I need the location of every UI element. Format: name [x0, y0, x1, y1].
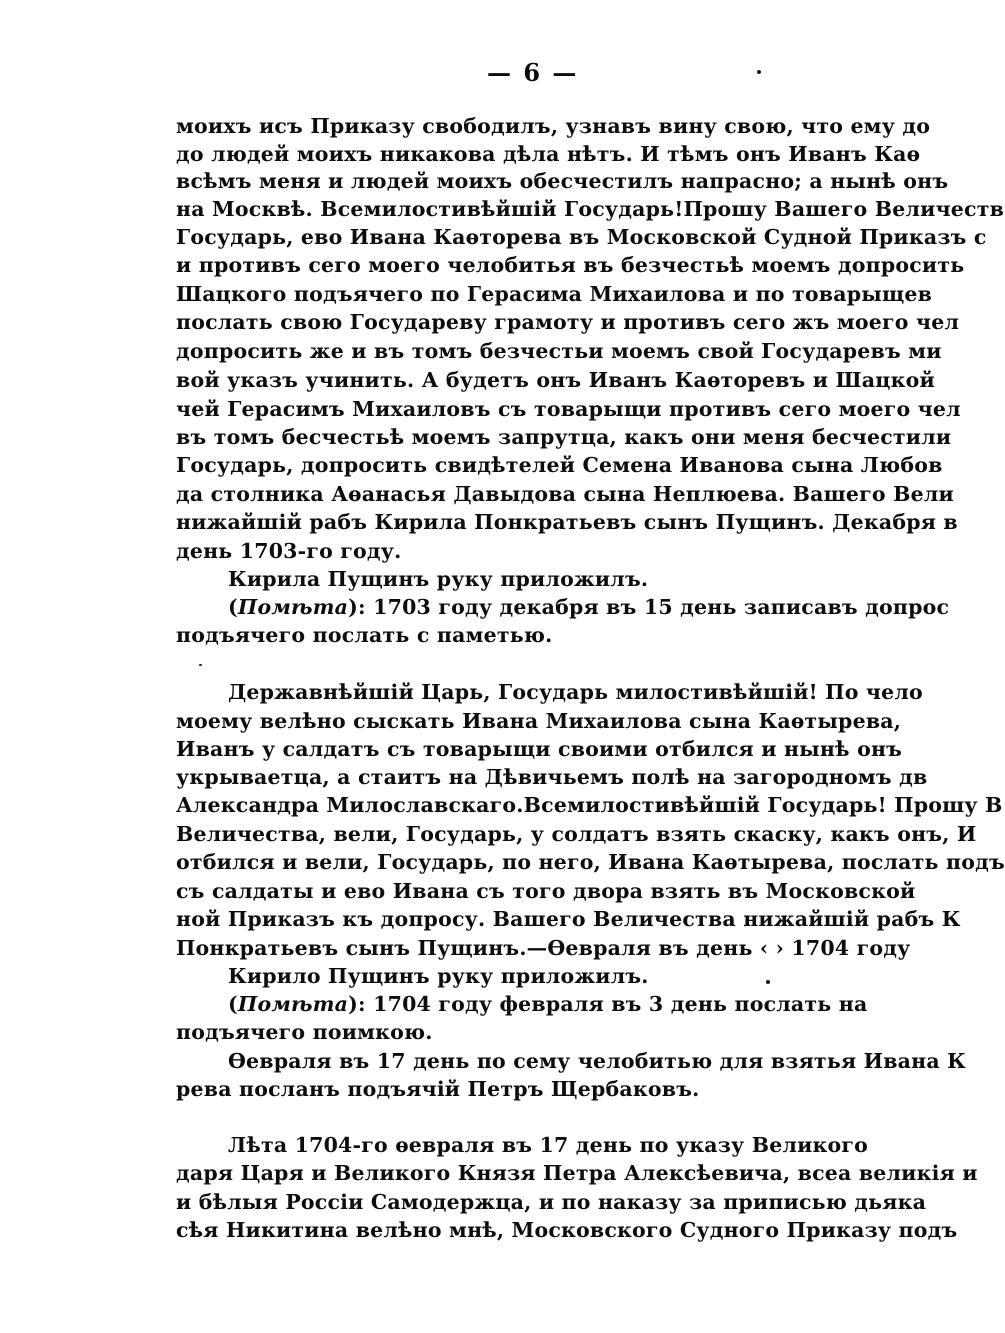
text-line: всѣмъ меня и людей моихъ обесчестилъ напрасно; а нынѣ онъ [176, 169, 949, 193]
note-open: ( [228, 595, 238, 619]
text-line: чей Герасимъ Михаиловъ съ товарыщи противъ сего моего чел [176, 397, 961, 421]
note-open: ( [228, 992, 238, 1016]
text-line: Александра Милославскаго.Всемилостивѣйшій Государь! Прошу В [176, 793, 1003, 817]
text-line: подъячего поимкою. [176, 1020, 433, 1044]
signature-line: Кирила Пущинъ руку приложилъ. [228, 567, 649, 591]
text-line: день 1703-го году. [176, 539, 402, 563]
text-line: Понкратьевъ сынъ Пущинъ.—Ѳевраля въ день ‹ › 1704 году [176, 936, 911, 960]
text-line: нижайшій рабъ Кирила Понкратьевъ сынъ Пущинъ. Декабря в [176, 510, 958, 534]
text-line: укрываетца, а стаитъ на Дѣвичьемъ полѣ на загородномъ дв [176, 765, 928, 789]
text-line: на Москвѣ. Всемилостивѣйшій Государь!Прошу Вашего Величеств [176, 197, 1005, 221]
text-line: и бѣлыя Россіи Самодержца, и по наказу за приписью дьяка [176, 1190, 927, 1214]
text-line: рева посланъ подъячій Петръ Щербаковъ. [176, 1077, 700, 1101]
text-line: допросить же и въ томъ безчестьи моемъ свой Государевъ ми [176, 339, 942, 363]
text-line: до людей моихъ никакова дѣла нѣтъ. И тѣмъ онъ Иванъ Каѳ [176, 142, 921, 166]
signature-line: Кирило Пущинъ руку приложилъ. [228, 964, 649, 988]
note-text: ): 1704 году февраля въ 3 день послать на [348, 992, 868, 1016]
text-line: даря Царя и Великого Князя Петра Алексѣевича, всеа великія и [176, 1161, 978, 1185]
text-line: Лѣта 1704-го ѳевраля въ 17 день по указу Великого [228, 1133, 869, 1157]
text-line: Иванъ у салдатъ съ товарыщи своими отбился и нынѣ онъ [176, 737, 903, 761]
text-line: моихъ исъ Приказу свободилъ, узнавъ вину свою, что ему до [176, 114, 931, 138]
ink-speck [199, 664, 202, 666]
text-line: Державнѣйшій Царь, Государь милостивѣйшій! По чело [228, 680, 923, 704]
ink-speck [757, 70, 761, 74]
text-line: съ салдаты и ево Ивана съ того двора взять въ Московской [176, 879, 916, 903]
text-line: Шацкого подъячего по Герасима Михаилова и по товарыщев [176, 282, 933, 306]
text-line: Государь, ево Ивана Каѳторева въ Московской Судной Приказъ с [176, 225, 987, 249]
text-line: и противъ сего моего челобитья въ безчестьѣ моемъ допросить [176, 253, 965, 277]
page-number: — 6 — [487, 58, 579, 87]
note-label: Помѣта [237, 992, 349, 1016]
text-line: подъячего послать с паметью. [176, 623, 553, 647]
text-line: отбился и вели, Государь, по него, Ивана Каѳтырева, послать подъ [176, 850, 1005, 874]
note-line [228, 594, 950, 620]
text-line: Величества, вели, Государь, у солдатъ взять скаску, какъ онъ, И [176, 822, 977, 846]
text-line: да столника Аѳанасья Давыдова сына Неплюева. Вашего Вели [176, 482, 954, 506]
text-line: ной Приказъ къ допросу. Вашего Величества нижайшій рабъ К [176, 907, 961, 931]
text-line: Ѳевраля въ 17 день по сему челобитью для взятья Ивана К [228, 1049, 966, 1073]
text-line: моему велѣно сыскать Ивана Михаилова сына Каѳтырева, [176, 709, 902, 733]
note-label: Помѣта [237, 595, 349, 619]
text-line: сѣя Никитина велѣно мнѣ, Московского Судного Приказу подъ [176, 1218, 958, 1242]
text-line: вой указъ учинить. А будетъ онъ Иванъ Каѳторевъ и Шацкой [176, 368, 935, 392]
note-text: ): 1703 году декабря въ 15 день записавъ допрос [348, 595, 950, 619]
ink-speck [766, 980, 770, 984]
text-line: Государь, допросить свидѣтелей Семена Иванова сына Любов [176, 453, 943, 477]
text-line: послать свою Государеву грамоту и противъ сего жъ моего чел [176, 310, 960, 334]
text-line: въ томъ бесчестьѣ моемъ запрутца, какъ они меня бесчестили [176, 425, 952, 449]
note-line [228, 991, 868, 1017]
